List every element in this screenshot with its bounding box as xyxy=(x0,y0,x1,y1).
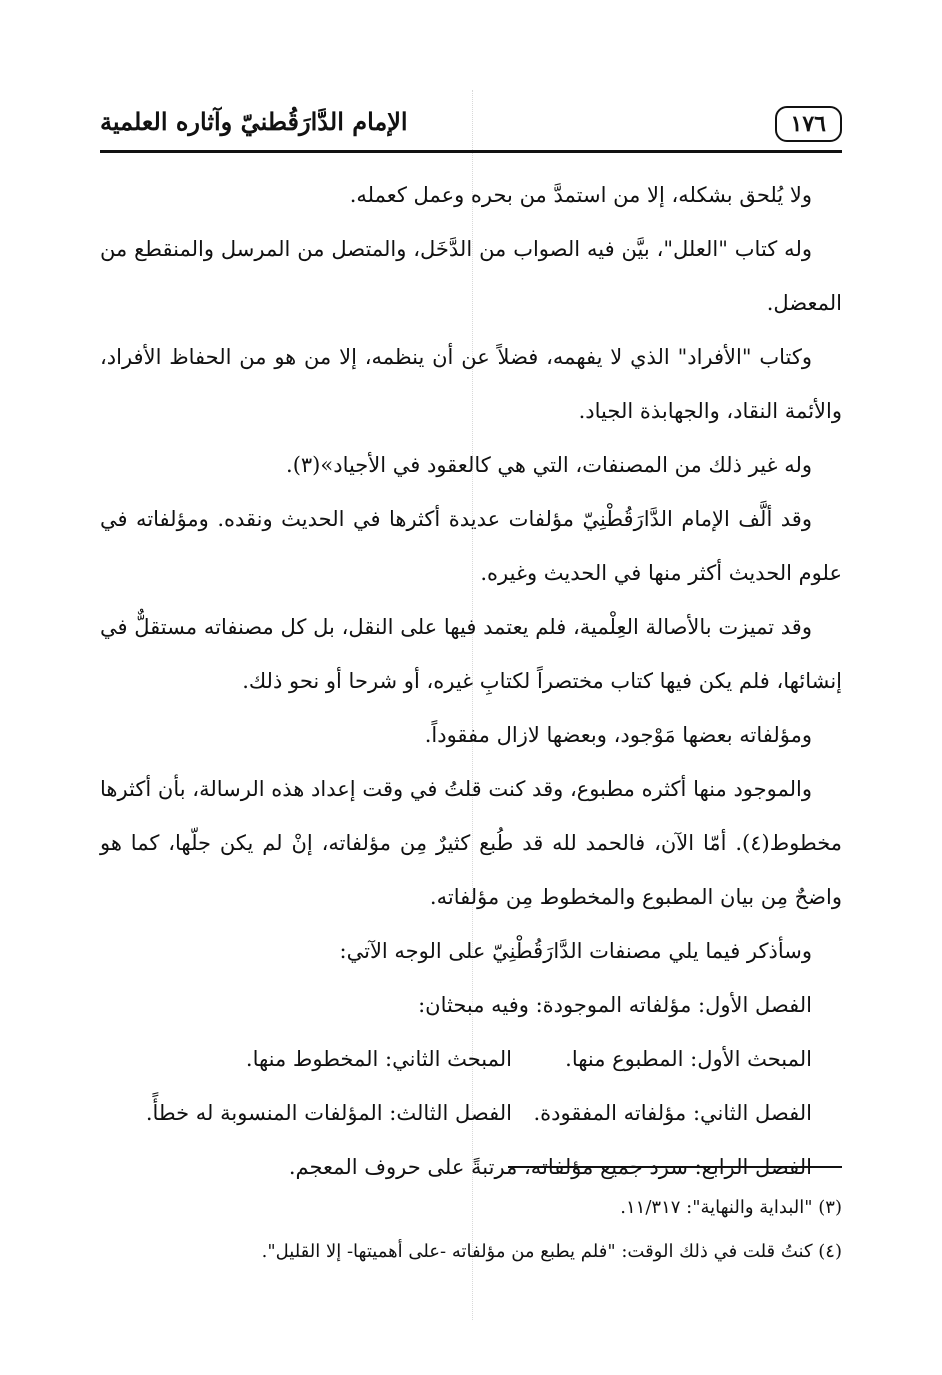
outline-sections-row xyxy=(100,1032,842,1086)
paragraph: وسأذكر فيما يلي مصنفات الدَّارَقُطْنِيّ على الوجه الآتي: xyxy=(339,939,812,963)
body-text xyxy=(100,168,842,1194)
outline-chapters-row xyxy=(100,1086,842,1140)
outline-chapter-1 xyxy=(100,978,842,1032)
paragraph: وكتاب "الأفراد" الذي لا يفهمه، فضلاً عن أن ينظمه، إلا من هو من الحفاظ الأفراد، والأئمة النقاد، والجهابذة الجياد. xyxy=(100,345,842,423)
outline-item: الفصل الثالث: المؤلفات المنسوبة له خطأً. xyxy=(145,1101,512,1125)
outline-item: المبحث الأول: المطبوع منها. xyxy=(565,1047,812,1071)
footnote: (٤) كنتُ قلت في ذلك الوقت: "فلم يطبع من مؤلفاته -على أهميتها- إلا القليل". xyxy=(261,1241,842,1262)
footnote: (٣) "البداية والنهاية": ١١/٣١٧. xyxy=(620,1197,842,1218)
paragraph: ومؤلفاته بعضها مَوْجود، وبعضها لازال مفقوداً. xyxy=(424,723,812,747)
paragraph: وقد ألَّف الإمام الدَّارَقُطْنِيّ مؤلفات عديدة أكثرها في الحديث ونقده. ومؤلفاته في علوم الحديث أكثر منها في الحديث وغيره. xyxy=(100,507,842,585)
paragraph: ولا يُلحق بشكله، إلا من استمدَّ من بحره وعمل كعمله. xyxy=(349,183,812,207)
paragraph: وقد تميزت بالأصالة العِلْمية، فلم يعتمد فيها على النقل، بل كل مصنفاته مستقلٌّ في إنشائها، فلم يكن فيها كتاب مختصراً لكتابِ غيره، أو شرحا أو نحو ذلك. xyxy=(100,615,842,693)
running-title: الإمام الدَّارَقُطنيّ وآثاره العلمية xyxy=(100,107,408,136)
footnotes xyxy=(100,1186,842,1274)
page-number: ١٧٦ xyxy=(775,106,842,142)
paragraph: والموجود منها أكثره مطبوع، وقد كنت قلتُ في وقت إعداد هذه الرسالة، بأن أكثرها مخطوط(٤). أمّا الآن، فالحمد لله قد طُبع كثيرٌ مِن مؤلفاته، إنْ لم يكن جلّها، كما هو واضحٌ مِن بيان المطبوع والمخطوط مِن مؤلفاته. xyxy=(100,777,842,909)
footnote-separator xyxy=(508,1166,842,1168)
outline-item: الفصل الثاني: مؤلفاته المفقودة. xyxy=(533,1101,812,1125)
outline-item: الفصل الأول: مؤلفاته الموجودة: وفيه مبحثان: xyxy=(418,993,812,1017)
paragraph: وله كتاب "العلل"، بيَّن فيه الصواب من الدَّخَل، والمتصل من المرسل والمنقطع من المعضل. xyxy=(100,237,842,315)
page-header xyxy=(100,102,842,153)
outline-item: الفصل الرابع: سرد جميع مؤلفاته، مرتبةً على حروف المعجم. xyxy=(288,1155,812,1179)
outline-item: المبحث الثاني: المخطوط منها. xyxy=(245,1047,512,1071)
paragraph: وله غير ذلك من المصنفات، التي هي كالعقود في الأجياد»(٣). xyxy=(286,453,812,477)
